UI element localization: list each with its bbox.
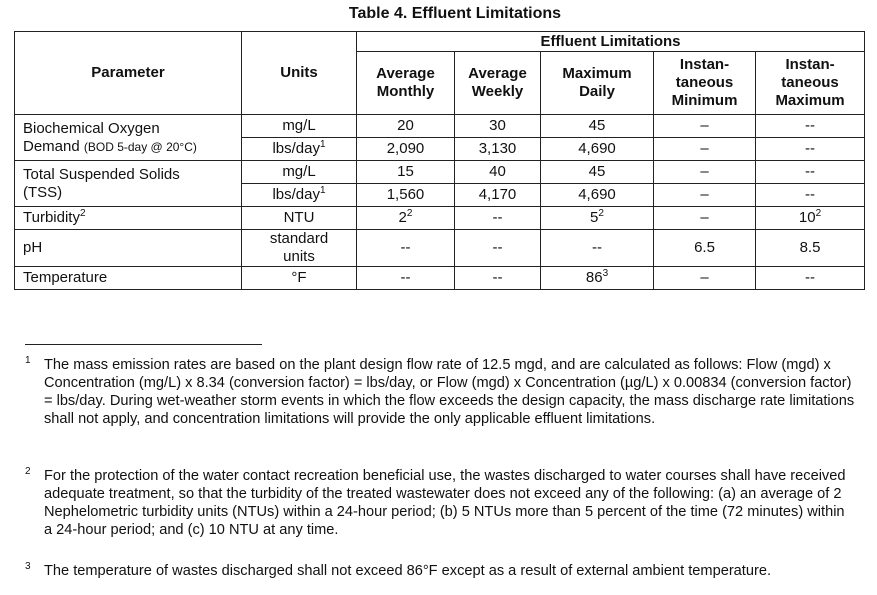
footnote-mark: 2 (25, 466, 31, 477)
effluent-limitations-table (14, 31, 865, 290)
footnote-mark: 3 (25, 561, 31, 572)
value-cell: 3,130 (455, 138, 541, 161)
value-cell: 45 (541, 161, 654, 184)
value-cell: -- (455, 230, 541, 267)
value-cell: $10^2$ (756, 207, 865, 230)
value-cell: -- (357, 230, 455, 267)
param-ph: pH (15, 230, 242, 267)
value-cell: 45 (541, 115, 654, 138)
header-average-weekly: Average Weekly (455, 52, 541, 115)
value-cell: $5^2$ (541, 207, 654, 230)
units-cell: mg/L (242, 115, 357, 138)
value-cell: 1,560 (357, 184, 455, 207)
value-cell: 4,690 (541, 184, 654, 207)
value-cell: – (654, 267, 756, 290)
table-row (15, 267, 865, 290)
value-cell: – (654, 115, 756, 138)
units-cell: lbs/day$^1$ (242, 184, 357, 207)
value-cell: 30 (455, 115, 541, 138)
units-cell: standard units (242, 230, 357, 267)
value-cell: 2,090 (357, 138, 455, 161)
value-cell: -- (357, 267, 455, 290)
table-title: Table 4. Effluent Limitations (348, 5, 562, 22)
value-cell: 20 (357, 115, 455, 138)
value-cell: $86^3$ (541, 267, 654, 290)
value-cell: – (654, 161, 756, 184)
header-parameter: Parameter (15, 32, 242, 115)
param-tss: Total Suspended Solids (TSS) (15, 161, 242, 207)
footnote-3 (25, 562, 855, 580)
header-maximum-daily: Maximum Daily (541, 52, 654, 115)
table-row (15, 230, 865, 267)
footnote-text: For the protection of the water contact recreation beneficial use, the wastes discharged to water courses shall have received adequate treatment, so that the turbidity of the treated wastewater does not exceed any of the following: (a) an average of 2 Nephelometric turbidity units (NTUs) within a 24-hour period; (b) 5 NTUs more than 5 percent of the time (72 minutes) within a 24-hour period; and (c) 10 NTU at any time. (44, 468, 846, 538)
units-cell: °F (242, 267, 357, 290)
header-instantaneous-minimum: Instan- taneous Minimum (654, 52, 756, 115)
value-cell: – (654, 138, 756, 161)
value-cell: -- (455, 207, 541, 230)
value-cell: 4,690 (541, 138, 654, 161)
header-effluent-limitations: Effluent Limitations (357, 32, 865, 52)
footnote-mark: 1 (25, 355, 31, 366)
table-row (15, 115, 865, 138)
table-row (15, 161, 865, 184)
header-average-monthly: Average Monthly (357, 52, 455, 115)
header-units: Units (242, 32, 357, 115)
table-row (15, 207, 865, 230)
units-cell: lbs/day$^1$ (242, 138, 357, 161)
units-cell: mg/L (242, 161, 357, 184)
param-turbidity: Turbidity$^2$ (15, 207, 242, 230)
param-bod: Biochemical Oxygen Demand (BOD 5-day @ 20°C) (15, 115, 242, 161)
value-cell: -- (756, 161, 865, 184)
value-cell: -- (756, 138, 865, 161)
footnote-2 (25, 467, 855, 539)
param-temperature: Temperature (15, 267, 242, 290)
value-cell: -- (541, 230, 654, 267)
value-cell: -- (455, 267, 541, 290)
value-cell: -- (756, 115, 865, 138)
footnote-text: The temperature of wastes discharged shall not exceed 86°F except as a result of external ambient temperature. (44, 563, 771, 579)
value-cell: – (654, 207, 756, 230)
value-cell: 8.5 (756, 230, 865, 267)
value-cell: -- (756, 267, 865, 290)
footnote-text: The mass emission rates are based on the plant design flow rate of 12.5 mgd, and are calculated as follows: Flow (mgd) x Concentration (mg/L) x 8.34 (conversion factor) = lbs/day, or Flow (mgd) x Concentration (µg/L) x 0.00834 (conversion factor) = lbs/day. During wet-weather storm events in which the flow exceeds the design capacity, the mass discharge rate limitations shall not apply, and concentration limitations will provide the only applicable effluent limitations. (44, 357, 855, 427)
value-cell: 6.5 (654, 230, 756, 267)
units-cell: NTU (242, 207, 357, 230)
footnote-divider (25, 344, 262, 345)
value-cell: $2^2$ (357, 207, 455, 230)
value-cell: – (654, 184, 756, 207)
footnote-1 (25, 356, 855, 428)
header-instantaneous-maximum: Instan- taneous Maximum (756, 52, 865, 115)
value-cell: 4,170 (455, 184, 541, 207)
value-cell: 15 (357, 161, 455, 184)
value-cell: -- (756, 184, 865, 207)
value-cell: 40 (455, 161, 541, 184)
